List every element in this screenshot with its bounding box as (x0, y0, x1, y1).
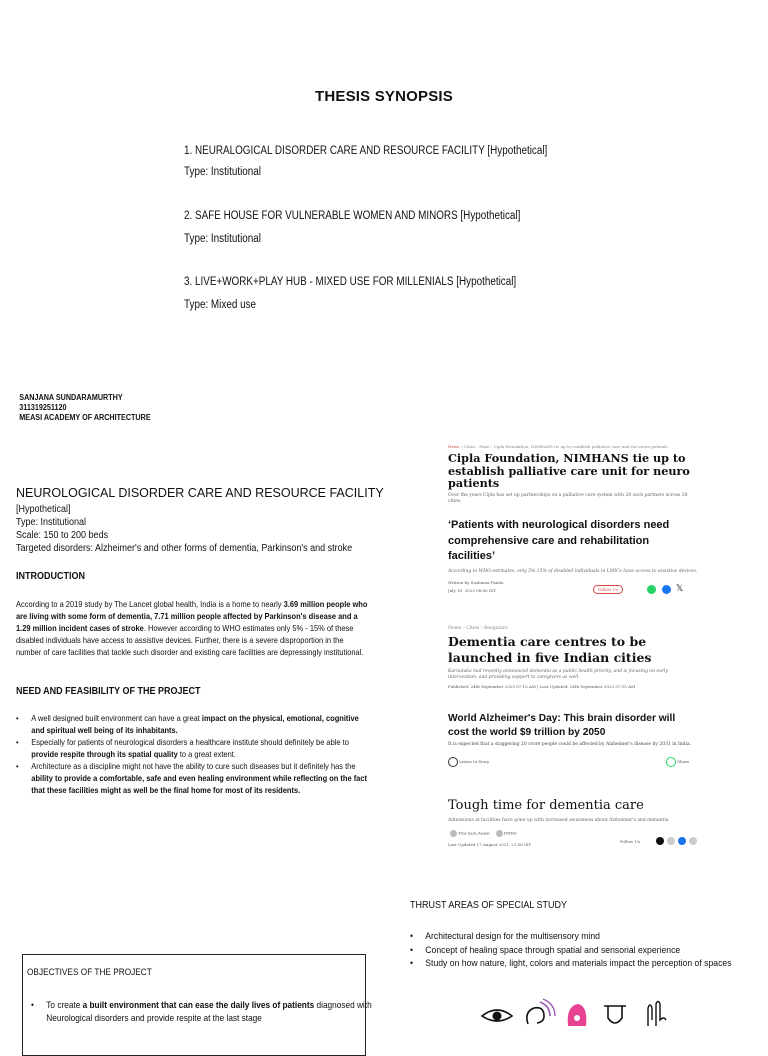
author-avatar (496, 830, 503, 837)
intro-bold: 3.69 million people who are living with some form of dementia, 7.71 million people affected by Parkinson's disease and a 1.29 million incident cases of stroke (16, 599, 368, 633)
news-1-headline: Cipla Foundation, NIMHANS tie up to establish palliative care unit for neuro patients (448, 451, 690, 490)
introduction-paragraph (16, 598, 369, 658)
font-large-icon[interactable] (689, 837, 697, 845)
option-1-tag: [Hypothetical] (487, 145, 548, 157)
news-5-follow[interactable]: Follow Us (620, 839, 641, 844)
objective-text: diagnosed with Neurological disorders and provide respite at the last stage (46, 1000, 372, 1023)
news-5-meta (448, 830, 698, 852)
news-clip-1 (448, 444, 698, 505)
news-clip-2 (448, 518, 698, 597)
news-3-breadcrumb: Home › Cities › Bengaluru (448, 626, 508, 631)
project-title: NEUROLOGICAL DISORDER CARE AND RESOURCE FACILITY (16, 486, 384, 500)
author-block (19, 393, 150, 423)
need-item-bold: impact on the physical, emotional, cognitive and spiritual well being of its inhabitants. (31, 713, 359, 735)
author-name: SANJANA SUNDARAMURTHY (19, 393, 123, 402)
page-title: THESIS SYNOPSIS (314, 88, 454, 105)
news-5-summary: Admissions at facilities have gone up with increased awareness about Alzheimer's and dementia (448, 818, 669, 823)
tongue-icon (604, 1006, 626, 1023)
news-5-date: Last Updated 17 August 2021, 21:56 IST (448, 842, 532, 847)
news-4-headline: World Alzheimer's Day: This brain disorder will cost the world $9 trillion by 2050 (448, 713, 676, 738)
need-item-text: Architecture as a discipline might not have the ability to cure such diseases but it definitely has the (31, 761, 356, 771)
facebook-icon[interactable] (662, 585, 671, 594)
thrust-item: • Study on how nature, light, colors and materials impact the perception of spaces (410, 957, 734, 971)
news-5-headline: Tough time for dementia care (448, 798, 644, 813)
option-2-name: 2. SAFE HOUSE FOR VULNERABLE WOMEN AND MINORS (184, 210, 458, 222)
objectives-list (31, 999, 373, 1024)
news-2-byline: Written by Sushmita Panda (448, 579, 504, 585)
option-3-name: 3. LIVE+WORK+PLAY HUB - MIXED USE FOR MILLENIALS (184, 276, 454, 288)
news-clip-3 (448, 626, 698, 689)
news-2-date: July 10, 2023 08:00 IST (448, 587, 496, 593)
project-type: Type: Institutional (16, 517, 87, 528)
font-medium-icon[interactable] (678, 837, 686, 845)
share-icon[interactable] (656, 837, 664, 845)
option-1-type: Type: Institutional (184, 166, 261, 178)
news-1-crumb-path: › Cities › Pune › Cipla Foundation, NIMHANS tie up to establish palliative care unit for neuro patients (459, 444, 668, 449)
need-list (16, 712, 369, 796)
introduction-heading: INTRODUCTION (16, 571, 86, 582)
news-5-author-1: Tini Sara Anien (458, 830, 490, 836)
share-label: Share (677, 759, 690, 764)
objective-text: To create (46, 1000, 83, 1010)
listen-label: Listen to Story (459, 759, 490, 764)
option-1-name: 1. NEURALOGICAL DISORDER CARE AND RESOURCE FACILITY (184, 145, 485, 157)
thrust-list (410, 930, 734, 971)
need-item-bold: provide respite through its spatial quality (31, 749, 178, 759)
listen-button[interactable] (448, 757, 489, 767)
font-small-icon[interactable] (667, 837, 675, 845)
option-2-type: Type: Institutional (184, 233, 261, 245)
news-collage (448, 440, 698, 872)
news-3-summary: Karnataka had recently announced dementia as a public health priority, and is focusing on early intervention, and providing support to caregivers as well. (448, 669, 668, 680)
news-5-author-2: DHNS (503, 830, 517, 836)
news-2-meta-row (448, 585, 698, 597)
play-icon (448, 757, 458, 767)
option-3-title (184, 276, 516, 288)
intro-text-2: . However according to WHO estimates only 5% - 15% of these disabled individuals have access to assistive devices. Further, there is a severe disproportion in the number of care facilities that tackle such disorder and existing care facilities are depressingly institutional. (16, 623, 364, 657)
intro-text-1: According to a 2019 study by The Lancet global health, India is a home to nearly (16, 599, 284, 609)
news-1-breadcrumb (448, 444, 698, 449)
project-targeted: Targeted disorders: Alzheimer's and other forms of dementia, Parkinson's and stroke (16, 543, 353, 554)
objective-bold: a built environment that can ease the daily lives of patients (82, 1000, 315, 1010)
news-clip-4 (448, 712, 698, 770)
author-avatar (450, 830, 457, 837)
project-tag: [Hypothetical] (16, 504, 71, 515)
whatsapp-share-icon (666, 757, 676, 767)
need-item (16, 736, 369, 760)
option-2-tag: [Hypothetical] (460, 210, 521, 222)
need-item-bold: ability to provide a comfortable, safe and even healing environment while reflecting on the fact that these facilities might as well be the final home for most of its residents. (31, 773, 367, 795)
hand-icon (648, 1002, 666, 1027)
ear-icon (527, 999, 555, 1024)
x-twitter-icon[interactable]: 𝕏 (676, 583, 684, 594)
thrust-heading: THRUST AREAS OF SPECIAL STUDY (410, 900, 568, 911)
share-button[interactable] (666, 757, 689, 767)
need-item-text: A well designed built environment can have a great (31, 713, 202, 723)
news-5-authors (448, 830, 517, 837)
need-heading: NEED AND FEASIBILITY OF THE PROJECT (16, 686, 201, 697)
need-item (16, 712, 369, 736)
whatsapp-icon[interactable] (647, 585, 656, 594)
need-item-text: to a great extent. (177, 749, 236, 759)
news-1-crumb-red: News (448, 444, 460, 449)
option-2-title (184, 210, 520, 222)
news-4-summary: It is expected that a staggering 20 crore people could be affected by Alzheimer's disease by 2031 in India. (448, 742, 692, 747)
news-2-headline: ‘Patients with neurological disorders need comprehensive care and rehabilitation facilities’ (448, 519, 670, 562)
eye-icon (482, 1010, 512, 1021)
objective-item (31, 999, 373, 1024)
author-id: 311319251120 (19, 403, 67, 412)
news-clip-5 (448, 798, 698, 852)
option-3-type: Type: Mixed use (184, 299, 257, 311)
news-1-summary: Over the years Cipla has set up partnerships on a palliative care system with 28 such partners across 28 cities. (448, 492, 688, 504)
thrust-item: • Architectural design for the multisensory mind (410, 930, 734, 944)
need-item (16, 760, 369, 796)
news-4-actions (448, 756, 698, 770)
news-3-date: Published: 24th September 2023 07:15 AM | Last Updated: 24th September 2023 07:15 AM (448, 684, 636, 689)
author-school: MEASI ACADEMY OF ARCHITECTURE (19, 413, 151, 422)
project-scale: Scale: 150 to 200 beds (16, 530, 109, 541)
objectives-heading: OBJECTIVES OF THE PROJECT (27, 967, 152, 977)
project-meta (16, 503, 352, 555)
need-item-text: Especially for patients of neurological disorders a healthcare institute should definitely be able to (31, 737, 349, 747)
option-1-title (184, 145, 547, 157)
nose-icon (568, 1004, 587, 1026)
news-3-headline: Dementia care centres to be launched in five Indian cities (448, 634, 652, 665)
option-3-tag: [Hypothetical] (456, 276, 517, 288)
follow-us-button[interactable]: Follow Us (593, 585, 623, 594)
thrust-item: • Concept of healing space through spatial and sensorial experience (410, 944, 734, 958)
news-2-summary: According to WHO estimates, only 5%-15% of disabled individuals in LMICs have access to assistive devices. (448, 568, 698, 574)
